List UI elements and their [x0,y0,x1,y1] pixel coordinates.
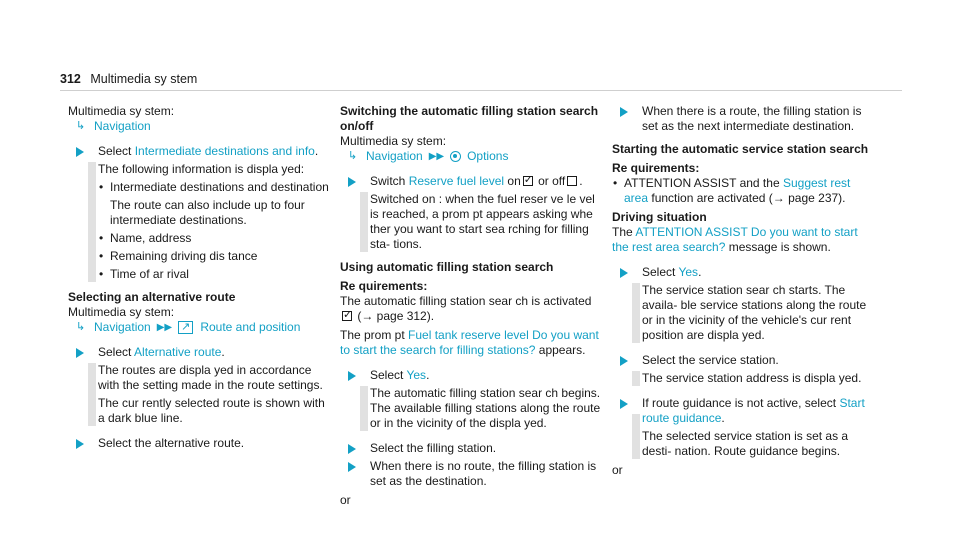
options-link[interactable]: Options [467,149,509,163]
step-bar [632,283,640,343]
section-heading: Starting the automatic service station search [612,142,869,156]
step [340,459,602,489]
nav-link[interactable]: Navigation [94,320,151,334]
step-text: The routes are displa yed in accordance with the setting made in the route settings. [98,363,323,392]
menu-lead: Multimedia sy stem: [68,305,175,319]
reserve-fuel-link[interactable]: Reserve fuel level [408,174,505,188]
step-triangle-icon [348,444,356,454]
step-text: Select the service station. [642,353,779,367]
double-chevron-icon: ▶▶ [428,151,445,162]
step-triangle-icon [348,371,356,381]
page-number: 312 [60,72,81,86]
step-text: When there is a route, the filling station is set as the next intermediate destination. [642,104,862,133]
list-item: • Intermediate destinations and destination [98,180,330,195]
situation-label: Driving situation [612,210,707,224]
step [612,104,874,134]
step-text: The automatic filling station sear ch begins. The available filling stations along the route or in the vicinity of the displa yed. [370,386,601,430]
step [340,441,602,456]
step-triangle-icon [76,439,84,449]
step: If route guidance is not active, select Start route guidance. The selected service station is set as a desti- nation. Route guidance begins. [612,396,874,459]
or-text: or [612,463,623,477]
fuel-prompt-link[interactable]: Fuel tank reserve level Do you want to start the search for filling stations? [340,328,599,357]
column-2: Switching the automatic filling station search on/off Multimedia sy stem: ↳ Navigation ▶▶ Options Switch Reserve fuel level on✓ or off . Switched on : when the fuel reser ve le vel is reached, a prom pt appears asking whe ther you want to start sea rching for filling sta- tions. Using automatic filling station search Re quirements: The automatic filling station sear ch is activated ✓ (→ page 312). The prom pt Fuel tank reserve level Do you want to start the search for filling stations? appears. Select Yes. The automatic filling station sear ch begins. The available filling stations along the route or in the vicinity of the displa yed. Select the filling station. When there is no route, the filling station is set as the destination. or [340,104,602,508]
gear-icon [450,151,461,162]
yes-link[interactable]: Yes [678,265,699,279]
menu-lead: Multimedia sy stem: [68,104,175,118]
step [612,353,874,386]
yes-link[interactable]: Yes [406,368,427,382]
section-title: Multimedia sy stem [90,72,198,86]
section-heading: Using automatic filling station search [340,260,554,274]
step-triangle-icon [620,268,628,278]
list-item: • Name, address [98,231,330,246]
step: Select Alternative route. The routes are displa yed in accordance with the setting made in the route settings. The cur rently selected route is shown with a dark blue line. [68,345,330,426]
step-triangle-icon [348,177,356,187]
step-triangle-icon [620,107,628,117]
double-chevron-icon: ▶▶ [156,322,173,333]
page-header [60,72,197,87]
list-item: • Remaining driving dis tance [98,249,330,264]
route-position-link[interactable]: Route and position [200,320,301,334]
step-bar [360,192,368,252]
intermediate-link[interactable]: Intermediate destinations and info [134,144,315,158]
step-text: When there is no route, the filling station is set as the destination. [370,459,597,488]
step-text: Select the filling station. [370,441,497,455]
step [68,436,330,451]
start-guidance-link[interactable]: Start route guidance [642,396,865,425]
requirements-label: Re quirements: [612,161,700,175]
header-divider [60,90,902,91]
section-heading: Selecting an alternative route [68,290,236,304]
return-arrow-icon: ↳ [348,150,358,162]
bullet-note: The route can also include up to four intermediate destinations. [110,198,305,227]
step-text: Select the alternative route. [98,436,245,450]
step: Select Intermediate destinations and info. The following information is displa yed: • Intermediate destinations and destination The route can also include up to four intermediate destinations. • Name, address • Remaining driving dis tance • Time of ar rival [68,144,330,282]
step-bar [88,363,96,426]
step-text: Select [98,144,132,158]
return-arrow-icon: ↳ [76,321,86,333]
step-text: The service station sear ch starts. The availa- ble service stations along the route or in the vicinity of the vehicle's cur rent position are displa yed. [642,283,867,342]
step: Select Yes. The automatic filling station sear ch begins. The available filling stations along the route or in the vicinity of the displa yed. [340,368,602,431]
step-text: The service station address is displa yed. [642,371,862,385]
column-3: When there is a route, the filling station is set as the next intermediate destination. Starting the automatic service station search Re quirements: • ATTENTION ASSIST and the Suggest rest area function are activated (→ page 237). Driving situation The ATTENTION ASSIST Do you want to start the rest area search? message is shown. Select Yes. The service station sear ch starts. The availa- ble service stations along the route or in the vicinity of the vehicle's cur rent position are displa yed. Select the service station. The service station address is displa yed. If route guidance is not active, select Start route guidance. The selected service station is set as a desti- nation. Route guidance begins. or [612,104,874,478]
step: Switch Reserve fuel level on✓ or off . Switched on : when the fuel reser ve le vel is reached, a prom pt appears asking whe ther you want to start sea rching for filling sta- tions. [340,174,602,252]
section-heading: Switching the automatic filling station search on/off [340,104,599,133]
return-arrow-icon: ↳ [76,120,86,132]
step-text: Switched on : when the fuel reser ve le vel is reached, a prom pt appears asking whe ther you want to start sea rching for filling sta- tions. [370,192,595,251]
suggest-rest-link[interactable]: Suggest rest area [624,176,851,205]
step-text: The selected service station is set as a desti- nation. Route guidance begins. [642,429,849,458]
menu-path [76,320,330,335]
menu-lead: Multimedia sy stem: [340,134,447,148]
or-text: or [340,493,351,507]
route-icon: ↗ [178,321,193,334]
menu-path [348,149,602,164]
step-bar [632,414,640,459]
checkbox-on-icon [342,311,352,321]
step-triangle-icon [620,356,628,366]
step-bar [360,386,368,431]
menu-path [76,119,330,134]
nav-link[interactable]: Navigation [366,149,423,163]
step-triangle-icon [620,399,628,409]
step-triangle-icon [76,348,84,358]
step-bar [632,371,640,386]
step-text: The cur rently selected route is shown with a dark blue line. [98,396,325,425]
checkbox-on-icon [523,176,533,186]
step-text: The following information is displa yed: [98,162,305,176]
alternative-route-link[interactable]: Alternative route [134,345,222,359]
step-triangle-icon [348,462,356,472]
requirements-label: Re quirements: [340,279,428,293]
step-triangle-icon [76,147,84,157]
nav-link[interactable]: Navigation [94,119,151,133]
list-item: • Time of ar rival [98,267,330,282]
attention-prompt-link[interactable]: ATTENTION ASSIST Do you want to start the rest area search? [612,225,858,254]
step-bar [88,162,96,282]
checkbox-off-icon [567,176,577,186]
list-item: • ATTENTION ASSIST and the Suggest rest area function are activated (→ page 237). [612,176,874,206]
step: Select Yes. The service station sear ch starts. The availa- ble service stations along the route or in the vicinity of the vehicle's cur rent position are displa yed. [612,265,874,343]
column-1 [68,104,330,454]
